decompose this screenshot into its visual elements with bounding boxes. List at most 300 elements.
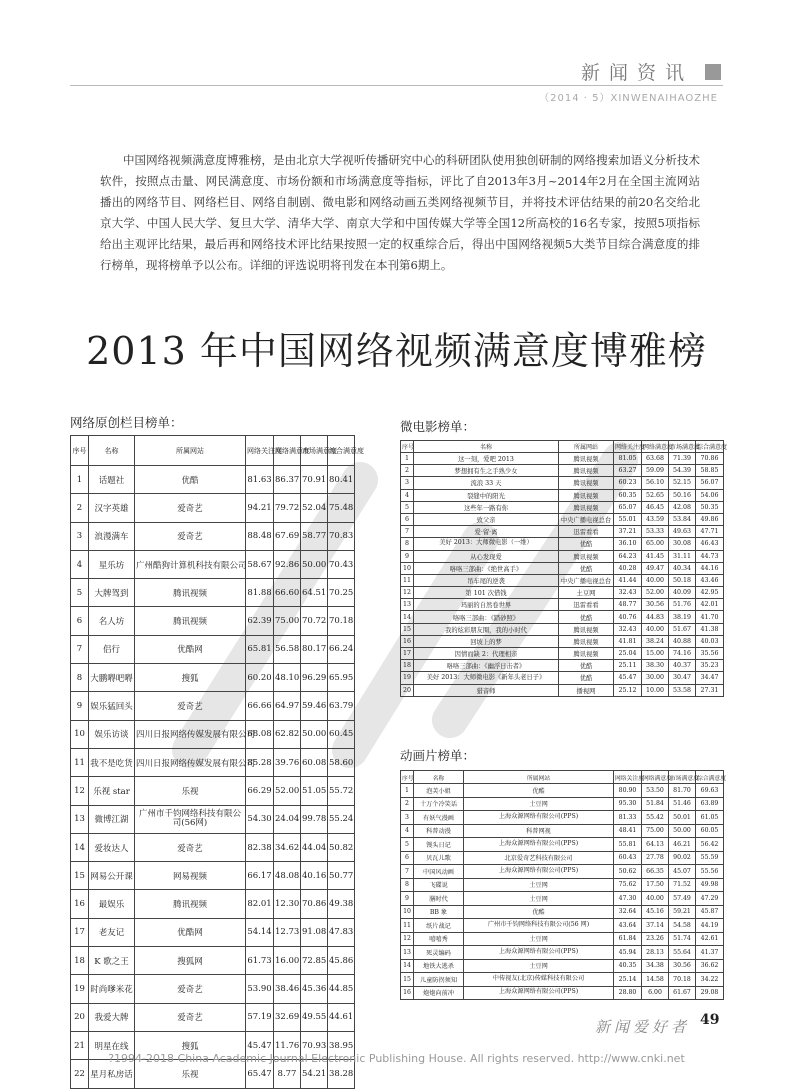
table-cell: 96.29	[301, 664, 328, 692]
table-cell: 65.00	[642, 538, 669, 550]
table-cell: 42.61	[696, 932, 724, 946]
table-cell: 贝瓦儿歌	[414, 851, 464, 865]
table-row	[71, 918, 355, 946]
table-cell: 搜狐	[135, 664, 246, 692]
table-cell: 51.46	[669, 797, 696, 811]
column-header: 网络满意度	[642, 441, 669, 453]
table-cell: 52.00	[274, 777, 301, 805]
table-cell: 58.67	[246, 550, 274, 578]
table-cell: 70.86	[696, 453, 724, 465]
table-cell: 70.83	[328, 522, 355, 550]
table-cell: 27.78	[642, 851, 669, 865]
table-cell: 12	[401, 932, 414, 946]
table-cell: 80.17	[301, 635, 328, 663]
table-cell: 41.37	[696, 946, 724, 960]
column-header: 综合满意度	[328, 436, 355, 466]
table-cell: 90.02	[669, 851, 696, 865]
table-cell: 4	[401, 824, 414, 838]
table-cell: 70.91	[301, 466, 328, 494]
table-row	[401, 905, 724, 919]
table-row	[401, 784, 724, 798]
table-cell: 59.46	[301, 692, 328, 720]
table-cell: 70.86	[301, 890, 328, 918]
table-cell: 81.05	[614, 453, 642, 465]
table-cell: 59.21	[669, 905, 696, 919]
table-cell: 50.18	[669, 574, 696, 586]
table-cell: 中国风动画	[414, 865, 464, 879]
table-cell: 36.62	[696, 959, 724, 973]
table-cell: 61.73	[246, 947, 274, 975]
table-cell: 5	[71, 579, 89, 607]
column-header: 序号	[401, 771, 414, 784]
table-cell: 中传视友(北京)传媒科技有限公司	[464, 973, 614, 987]
table-cell: 37.14	[642, 919, 669, 933]
table-cell: 8	[401, 878, 414, 892]
table-cell: 腾讯视频	[559, 623, 614, 635]
table-cell: 15.00	[642, 648, 669, 660]
table-cell: 41.38	[696, 623, 724, 635]
table-cell: 土豆网	[464, 892, 614, 906]
table-row	[401, 838, 724, 852]
table-cell: 11	[71, 748, 89, 776]
table-cell: 69.63	[696, 784, 724, 798]
table-row	[71, 550, 355, 578]
table-cell: 56.10	[642, 477, 669, 489]
table-cell: 60.45	[328, 720, 355, 748]
table-cell: 38.30	[642, 660, 669, 672]
table-cell: 45.87	[696, 905, 724, 919]
table-cell: 62.39	[246, 607, 274, 635]
table-cell: 迅雷看看	[559, 526, 614, 538]
table-cell: 6	[71, 607, 89, 635]
table-cell: 吊车尾的逆袭	[414, 574, 559, 586]
table-cell: 44.73	[696, 550, 724, 562]
table-row	[401, 959, 724, 973]
table-cell: 8	[71, 664, 89, 692]
table-cell: 42.95	[696, 587, 724, 599]
table-cell: 咯咯三部曲：《踏砂照》	[414, 611, 559, 623]
table-cell: 10	[401, 905, 414, 919]
table-cell: 46.45	[642, 501, 669, 513]
column-header: 网络满意度	[274, 436, 301, 466]
table-cell: 我爱大牌	[89, 1003, 135, 1031]
table-cell: 土豆网	[464, 959, 614, 973]
table-row	[401, 477, 724, 489]
table-cell: 51.74	[669, 932, 696, 946]
table-cell: 广州市千钧网络科技有限公司(56 网)	[464, 919, 614, 933]
table-cell: 纸片战记	[414, 919, 464, 933]
table-cell: 55.24	[328, 805, 355, 833]
table-cell: 66.24	[328, 635, 355, 663]
table-cell: 61.67	[669, 986, 696, 1000]
table-cell: 30.56	[642, 599, 669, 611]
table-cell: 18	[401, 660, 414, 672]
table-cell: 49.47	[642, 562, 669, 574]
table-cell: 科普动漫	[414, 824, 464, 838]
table-cell: 51.76	[669, 599, 696, 611]
table-cell: 95.30	[614, 797, 642, 811]
table-cell: 50.00	[301, 720, 328, 748]
table-row	[71, 1003, 355, 1031]
micro-film-table	[400, 440, 728, 697]
table-cell: 14	[401, 611, 414, 623]
table-cell: 50.01	[669, 811, 696, 825]
table-row	[401, 635, 724, 647]
table-cell: 爱奇艺	[135, 692, 246, 720]
table-cell: 优酷网	[135, 918, 246, 946]
column-header: 市场满意度	[669, 771, 696, 784]
table-cell: 裂缝中的阳光	[414, 489, 559, 501]
table-cell: 51.67	[669, 623, 696, 635]
table-cell: 爱妆达人	[89, 833, 135, 861]
table-cell: 50.82	[328, 833, 355, 861]
table-row	[401, 684, 724, 696]
table-cell: 40.09	[669, 587, 696, 599]
table-row	[401, 865, 724, 879]
table-cell: 17	[71, 918, 89, 946]
table-cell: 40.03	[696, 635, 724, 647]
table-cell: 72.85	[301, 947, 328, 975]
table-cell: 16	[401, 635, 414, 647]
table-cell: 娱乐访谈	[89, 720, 135, 748]
table-cell: 58.85	[696, 465, 724, 477]
table-cell: 最娱乐	[89, 890, 135, 918]
table-cell: 49.98	[696, 878, 724, 892]
table-cell: 40.37	[669, 660, 696, 672]
table-cell: 41.44	[614, 574, 642, 586]
table-cell: 十万个冷笑话	[414, 797, 464, 811]
table-cell: 广州酷狗计算机科技有限公司	[135, 550, 246, 578]
table-cell: 上海众源网络有限公司(PPS)	[464, 811, 614, 825]
table-cell: 40.00	[642, 623, 669, 635]
table-cell: 47.83	[328, 918, 355, 946]
table-cell: 12	[71, 777, 89, 805]
table-cell: 大牌驾到	[89, 579, 135, 607]
table-cell: 炮炮向前冲	[414, 986, 464, 1000]
table-cell: 75.00	[274, 607, 301, 635]
table-cell: 28.80	[614, 986, 642, 1000]
table-row	[401, 513, 724, 525]
table-cell: 播视网	[559, 684, 614, 696]
table-cell: 50.62	[614, 865, 642, 879]
table-cell: 腾讯视频	[559, 477, 614, 489]
table-cell: 55.01	[614, 513, 642, 525]
table-cell: 44.16	[696, 562, 724, 574]
table-cell: 玛丽的自然卷世界	[414, 599, 559, 611]
table-cell: 40.34	[669, 562, 696, 574]
table-cell: 35.56	[696, 648, 724, 660]
table-cell: 腾讯视频	[135, 579, 246, 607]
column-header: 网络关注度	[246, 436, 274, 466]
table-cell: 40.88	[669, 635, 696, 647]
table-cell: 11	[401, 919, 414, 933]
table-cell: 乐视	[135, 777, 246, 805]
table-cell: 优酷	[559, 538, 614, 550]
table-cell: 32.43	[614, 623, 642, 635]
journal-signature: 新闻爱好者	[595, 1018, 691, 1036]
table-cell: 79.72	[274, 494, 301, 522]
table-cell: 64.51	[301, 579, 328, 607]
table-cell: 40.76	[614, 611, 642, 623]
table-cell: 32.64	[614, 905, 642, 919]
table-cell: 9	[401, 550, 414, 562]
table-cell: 34.62	[274, 833, 301, 861]
table-cell: 腾讯视频	[559, 465, 614, 477]
table-cell: 老友记	[89, 918, 135, 946]
table-cell: 45.16	[642, 905, 669, 919]
table-cell: 中央广播电视总台	[559, 513, 614, 525]
column-header: 所属网站	[135, 436, 246, 466]
table-cell: 4	[71, 550, 89, 578]
column-header: 市场满意度	[301, 436, 328, 466]
column-header: 综合满意度	[696, 771, 724, 784]
table-row	[71, 635, 355, 663]
page-number: 49	[700, 1012, 720, 1028]
table-cell: 60.08	[301, 748, 328, 776]
table-cell: 65.95	[328, 664, 355, 692]
table-cell: 86.37	[274, 466, 301, 494]
table-cell: 10	[401, 562, 414, 574]
table-cell: 38.19	[669, 611, 696, 623]
table-cell: 53.58	[669, 684, 696, 696]
table-cell: 19	[71, 975, 89, 1003]
table-cell: 爱奇艺	[135, 522, 246, 550]
column-header: 市场满意度	[669, 441, 696, 453]
table-cell: 67.69	[274, 522, 301, 550]
table-cell: 44.85	[328, 975, 355, 1003]
table-cell: 25.12	[614, 684, 642, 696]
table-cell: 40.35	[614, 959, 642, 973]
table-cell: 43.64	[614, 919, 642, 933]
table-cell: 14	[401, 959, 414, 973]
table-cell: 54.21	[301, 1060, 328, 1088]
animation-table	[400, 770, 724, 1000]
table-cell: 70.18	[328, 607, 355, 635]
table-cell: 56.58	[274, 635, 301, 663]
table-cell: 71.39	[669, 453, 696, 465]
table-cell: 48.77	[614, 599, 642, 611]
table-cell: 34.47	[696, 672, 724, 684]
table-cell: 有妖气漫画	[414, 811, 464, 825]
table-cell: 侣行	[89, 635, 135, 663]
table-cell: 85.28	[246, 748, 274, 776]
table1-title: 网络原创栏目榜单：	[70, 415, 183, 430]
table-cell: 55.59	[696, 851, 724, 865]
page-title: 2013 年中国网络视频满意度博雅榜	[86, 329, 707, 373]
table-row	[401, 648, 724, 660]
table-cell: 时尚嗲米花	[89, 975, 135, 1003]
table-cell: 81.88	[246, 579, 274, 607]
table-row	[71, 664, 355, 692]
table-row	[401, 550, 724, 562]
table-cell: 中央广播电视总台	[559, 574, 614, 586]
table-row	[401, 453, 724, 465]
table-cell: 8.77	[274, 1060, 301, 1088]
column-header: 所属网站	[464, 771, 614, 784]
table-cell: 爱奇艺	[135, 833, 246, 861]
table-cell: 55.72	[328, 777, 355, 805]
table-cell: 81.33	[614, 811, 642, 825]
table-cell: 优酷	[464, 784, 614, 798]
table-cell: 3	[71, 522, 89, 550]
table-cell: 50.00	[669, 824, 696, 838]
table-body	[401, 784, 724, 1000]
table-cell: 53.33	[642, 526, 669, 538]
table-cell: 68.08	[246, 720, 274, 748]
table-cell: 75.62	[614, 878, 642, 892]
table-cell: 41.45	[642, 550, 669, 562]
table-cell: 20	[401, 684, 414, 696]
table-cell: 1	[401, 784, 414, 798]
table-cell: 28.13	[642, 946, 669, 960]
table-cell: 30.56	[669, 959, 696, 973]
table-cell: 49.86	[696, 513, 724, 525]
table-row	[401, 501, 724, 513]
table-row	[401, 973, 724, 987]
table-row	[401, 599, 724, 611]
table-cell: 7	[401, 865, 414, 879]
table-cell: 2	[71, 494, 89, 522]
table-cell: 57.49	[669, 892, 696, 906]
table-cell: 13	[401, 599, 414, 611]
table-row	[71, 720, 355, 748]
table-cell: 5	[401, 838, 414, 852]
table-cell: 60.05	[696, 824, 724, 838]
table-cell: 回坡上的梦	[414, 635, 559, 647]
table-cell: 星乐坊	[89, 550, 135, 578]
table-cell: 44.61	[328, 1003, 355, 1031]
table-row	[71, 947, 355, 975]
table-cell: 40.00	[642, 892, 669, 906]
table-cell: 4	[401, 489, 414, 501]
table-cell: 81.70	[669, 784, 696, 798]
table-cell: 60.35	[614, 489, 642, 501]
table-cell: 45.94	[614, 946, 642, 960]
table-cell: 乐视 star	[89, 777, 135, 805]
table-cell: 65.07	[614, 501, 642, 513]
table-cell: 我的炫彩朋友圈，我的小时代	[414, 623, 559, 635]
table-row	[401, 986, 724, 1000]
table-cell: 迅雷看看	[559, 599, 614, 611]
table-cell: 47.30	[614, 892, 642, 906]
table-cell: 腾讯视频	[559, 501, 614, 513]
table-cell: 63.68	[642, 453, 669, 465]
table-cell: 5	[401, 501, 414, 513]
table-cell: 45.47	[246, 1031, 274, 1059]
table-cell: 70.18	[669, 973, 696, 987]
table-cell: 星月私房话	[89, 1060, 135, 1088]
table-cell: 62.82	[274, 720, 301, 748]
table-cell: 12.73	[274, 918, 301, 946]
column-header: 网络关注度	[614, 771, 642, 784]
table-cell: 广州市千钧网络科技有限公司(56网)	[135, 805, 246, 833]
table-cell: 10.00	[642, 684, 669, 696]
table-cell: 50.00	[301, 550, 328, 578]
table-cell: 53.84	[669, 513, 696, 525]
table-cell: 34.38	[642, 959, 669, 973]
table-cell: 梦想拥有生之手熟少女	[414, 465, 559, 477]
table-cell: 82.38	[246, 833, 274, 861]
table-cell: 42.01	[696, 599, 724, 611]
table-cell: 38.28	[328, 1060, 355, 1088]
table-cell: 14.58	[642, 973, 669, 987]
table-cell: 55.42	[642, 811, 669, 825]
table-cell: 47.71	[696, 526, 724, 538]
table-header-row	[71, 436, 355, 466]
table-row	[71, 748, 355, 776]
table-row	[401, 538, 724, 550]
table-cell: 10	[71, 720, 89, 748]
table-row	[71, 833, 355, 861]
table-cell: 12	[401, 587, 414, 599]
table-cell: 45.47	[614, 672, 642, 684]
table-row	[401, 672, 724, 684]
table-cell: 11	[401, 574, 414, 586]
table-cell: 51.84	[642, 797, 669, 811]
table-cell: 16	[71, 890, 89, 918]
copyright-footer: ?1994-2018 China Academic Journal Electronic Publishing House. All rights reserved. http://www.cnki.net	[108, 1052, 685, 1065]
table-row	[71, 692, 355, 720]
table-row	[401, 526, 724, 538]
table-cell: 42.08	[669, 501, 696, 513]
table-cell: 88.48	[246, 522, 274, 550]
table-cell: 6.00	[642, 986, 669, 1000]
table-cell: 40.00	[642, 574, 669, 586]
table-cell: 70.72	[301, 607, 328, 635]
table-cell: 爱·留·离	[414, 526, 559, 538]
column-header: 综合满意度	[696, 441, 724, 453]
table-cell: 膳时代	[414, 892, 464, 906]
table-cell: BB 象	[414, 905, 464, 919]
table-cell: 55.64	[669, 946, 696, 960]
table-cell: 38.95	[328, 1031, 355, 1059]
table-cell: 这些年一路有你	[414, 501, 559, 513]
table-cell: 浪漫满车	[89, 522, 135, 550]
table-cell: 58.77	[301, 522, 328, 550]
table3-title: 动画片榜单：	[400, 748, 476, 763]
table-cell: 9	[71, 692, 89, 720]
table-cell: 腾讯视频	[559, 453, 614, 465]
table-row	[71, 777, 355, 805]
table-cell: 45.36	[301, 975, 328, 1003]
table-cell: 25.04	[614, 648, 642, 660]
table-cell: 优酷	[135, 466, 246, 494]
table-cell: 80.90	[614, 784, 642, 798]
table-cell: 17.50	[642, 878, 669, 892]
table-cell: 优酷	[559, 611, 614, 623]
table-cell: 54.06	[696, 489, 724, 501]
table-cell: 腾讯视频	[135, 890, 246, 918]
table-row	[401, 611, 724, 623]
table-cell: K 歌之王	[89, 947, 135, 975]
column-header: 所属网站	[559, 441, 614, 453]
table-cell: 66.29	[246, 777, 274, 805]
table-cell: 80.41	[328, 466, 355, 494]
table-row	[71, 466, 355, 494]
table-cell: 56.42	[696, 838, 724, 852]
table-cell: 82.01	[246, 890, 274, 918]
table-cell: 7	[71, 635, 89, 663]
table-cell: 北京爱奇艺科技有限公司	[464, 851, 614, 865]
column-header: 网络满意度	[642, 771, 669, 784]
table-cell: 话题社	[89, 466, 135, 494]
table-cell: 60.43	[614, 851, 642, 865]
table-cell: 45.07	[669, 865, 696, 879]
table-row	[71, 805, 355, 833]
table-cell: 94.21	[246, 494, 274, 522]
table-header-row	[401, 441, 724, 453]
table-cell: 名人坊	[89, 607, 135, 635]
